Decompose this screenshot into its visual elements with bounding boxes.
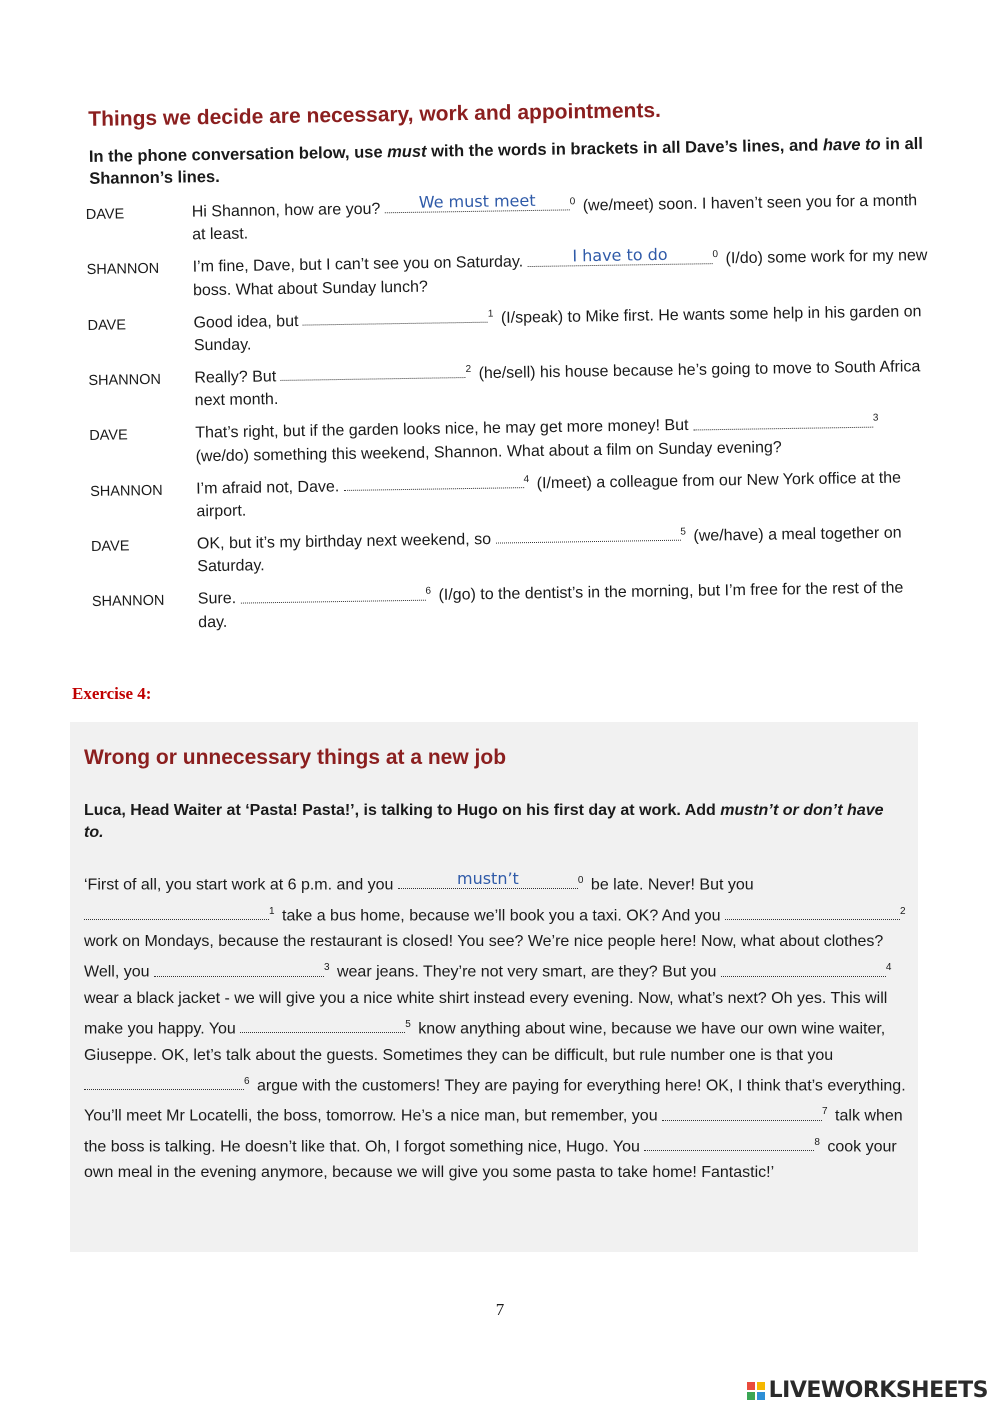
- instructions-em: have to: [822, 135, 881, 155]
- passage-text: wear a black jacket - we will give you a nice white shirt instead every evening. Now, what’s next? Oh yes. This will make you happy. You: [84, 989, 888, 1038]
- answer-blank-6[interactable]: [84, 1072, 244, 1090]
- blank-number: 5: [680, 526, 687, 538]
- answer-blank-2[interactable]: [280, 360, 465, 381]
- line-text: Good idea, but: [193, 312, 304, 332]
- blank-number: 2: [899, 905, 906, 917]
- line-text: Really? But: [194, 368, 281, 387]
- blank-number: 6: [425, 585, 432, 597]
- instructions-text: in all Shannon’s lines.: [89, 134, 924, 188]
- answer-blank-4[interactable]: [721, 959, 886, 977]
- blank-number: 1: [487, 308, 494, 320]
- blank-number: 0: [712, 249, 719, 261]
- instructions: [89, 133, 930, 190]
- blank-number: 3: [323, 962, 330, 974]
- passage-text: cook your own meal in the evening anymore, because we will give you some pasta to take home! Fantastic!’: [84, 1138, 897, 1182]
- instructions-text: with the words in brackets in all Dave’s lines, and: [426, 136, 824, 161]
- brand-logo[interactable]: [747, 1378, 988, 1403]
- logo-square: [747, 1392, 755, 1400]
- passage-text: wear jeans. They’re not very smart, are they? But you: [332, 963, 721, 981]
- blank-number: 6: [244, 1075, 250, 1087]
- speaker-label: SHANNON: [88, 371, 162, 389]
- exercise-3-section: [84, 86, 952, 640]
- logo-icon: [747, 1382, 765, 1400]
- passage-text: argue with the customers! They are paying for everything here! OK, I think that’s everything. You’ll meet Mr Locatelli, the boss, tomorrow. He’s a nice man, but remember, you: [84, 1077, 906, 1125]
- answer-blank-5[interactable]: [495, 523, 680, 544]
- line-text: OK, but it’s my birthday next weekend, so: [196, 530, 496, 553]
- line-text: (we/have) a meal together on Saturday.: [197, 524, 902, 576]
- instructions-em: mustn’t or don’t have to.: [84, 802, 884, 841]
- handwritten-answer: We must meet: [418, 191, 536, 213]
- line-text: Hi Shannon, how are you?: [191, 200, 385, 221]
- dialogue-line: [92, 572, 953, 636]
- section-title: Wrong or unnecessary things at a new job: [84, 746, 507, 769]
- exercise-label: Exercise 4:: [72, 684, 152, 703]
- line-text: (I/meet) a colleague from our New York office at the airport.: [196, 469, 902, 521]
- passage-text: talk when the boss is talking. He doesn’t like that. Oh, I forgot something nice, Hugo. You: [84, 1107, 903, 1156]
- blank-number: 4: [885, 962, 892, 974]
- answer-blank-5[interactable]: [240, 1015, 405, 1033]
- line-text: (I/speak) to Mike first. He wants some help in his garden on Sunday.: [193, 302, 922, 355]
- dialogue-line: [87, 295, 948, 359]
- answer-blank-4[interactable]: [344, 470, 524, 491]
- passage-text: take a bus home, because we’ll book you a taxi. OK? And you: [277, 906, 725, 924]
- line-text: That’s right, but if the garden looks nice, he may get more money! But: [195, 417, 694, 442]
- answer-blank-8[interactable]: [644, 1133, 814, 1151]
- passage-text: be late. Never! But you: [586, 876, 754, 894]
- instructions-em: must: [386, 142, 427, 162]
- blank-number: 4: [523, 473, 530, 485]
- dialogue-line: [89, 406, 950, 470]
- passage-text: ‘First of all, you start work at 6 p.m. and you: [84, 876, 398, 894]
- passage-text: work on Mondays, because the restaurant is closed! You see? We’re nice people here! Now, what about clothes? Well, you: [84, 933, 884, 981]
- answer-blank-6[interactable]: [240, 582, 425, 603]
- page-number: 7: [495, 1300, 505, 1319]
- speaker-label: DAVE: [90, 538, 130, 555]
- speaker-label: SHANNON: [90, 482, 163, 500]
- blank-number: 3: [872, 412, 879, 424]
- blank-number: 0: [577, 875, 584, 886]
- line-text: (I/go) to the dentist’s in the morning, but I’m free for the rest of the day.: [198, 579, 904, 631]
- line-text: I’m afraid not, Dave.: [195, 477, 344, 498]
- logo-square: [757, 1392, 765, 1400]
- section-title: Things we decide are necessary, work and appointments.: [88, 98, 662, 131]
- blank-number: 8: [814, 1136, 820, 1148]
- dialogue-line: [91, 516, 952, 580]
- handwritten-answer: I have to do: [572, 244, 668, 266]
- line-text: (he/sell) his house because he’s going to move to South Africa next month.: [194, 358, 921, 410]
- speaker-label: DAVE: [85, 206, 125, 223]
- blank-number: 5: [405, 1019, 411, 1030]
- speaker-label: DAVE: [89, 427, 128, 445]
- answer-blank-7[interactable]: [662, 1103, 822, 1121]
- logo-square: [747, 1382, 755, 1390]
- dialogue-line: [90, 461, 951, 525]
- answer-blank-0[interactable]: [398, 871, 578, 889]
- answer-blank-1[interactable]: [303, 305, 488, 326]
- answer-blank-1[interactable]: [84, 902, 269, 920]
- passage-text: know anything about wine, because we have our own wine waiter, Giuseppe. OK, let’s talk about the guests. Sometimes they can be difficult, but rule number one is that you: [84, 1020, 886, 1064]
- line-text: (we/meet) soon. I haven’t seen you for a month at least.: [192, 192, 918, 244]
- logo-square: [757, 1382, 765, 1390]
- speaker-label: SHANNON: [91, 593, 165, 611]
- answer-blank-3[interactable]: [154, 959, 324, 977]
- line-text: (I/do) some work for my new boss. What about Sunday lunch?: [192, 247, 928, 299]
- instructions-text: In the phone conversation below, use: [88, 143, 388, 166]
- blank-number: 1: [269, 905, 275, 917]
- instructions: [84, 800, 904, 844]
- exercise-4-section: [70, 722, 918, 1252]
- brand-name: LIVEWORKSHEETS: [768, 1378, 988, 1403]
- dialogue-line: [86, 184, 947, 248]
- dialogue-line: [86, 240, 947, 304]
- speaker-label: DAVE: [87, 317, 127, 334]
- answer-blank-0[interactable]: [385, 193, 570, 214]
- dialogue-line: [88, 350, 949, 414]
- line-text: I’m fine, Dave, but I can’t see you on Saturday.: [192, 253, 528, 276]
- line-text: (we/do) something this weekend, Shannon. What about a film on Sunday evening?: [195, 438, 782, 465]
- line-text: Sure.: [197, 590, 241, 608]
- blank-number: 0: [569, 196, 576, 208]
- answer-blank-0b[interactable]: [527, 246, 712, 267]
- answer-blank-2[interactable]: [725, 902, 900, 920]
- passage: [84, 868, 910, 1187]
- handwritten-answer: mustn’t: [456, 869, 519, 889]
- speaker-label: SHANNON: [86, 261, 160, 279]
- answer-blank-3[interactable]: [693, 409, 873, 430]
- instructions-text: Luca, Head Waiter at ‘Pasta! Pasta!’, is talking to Hugo on his first day at work. Add: [84, 802, 721, 819]
- blank-number: 7: [822, 1106, 828, 1118]
- blank-number: 2: [465, 363, 472, 376]
